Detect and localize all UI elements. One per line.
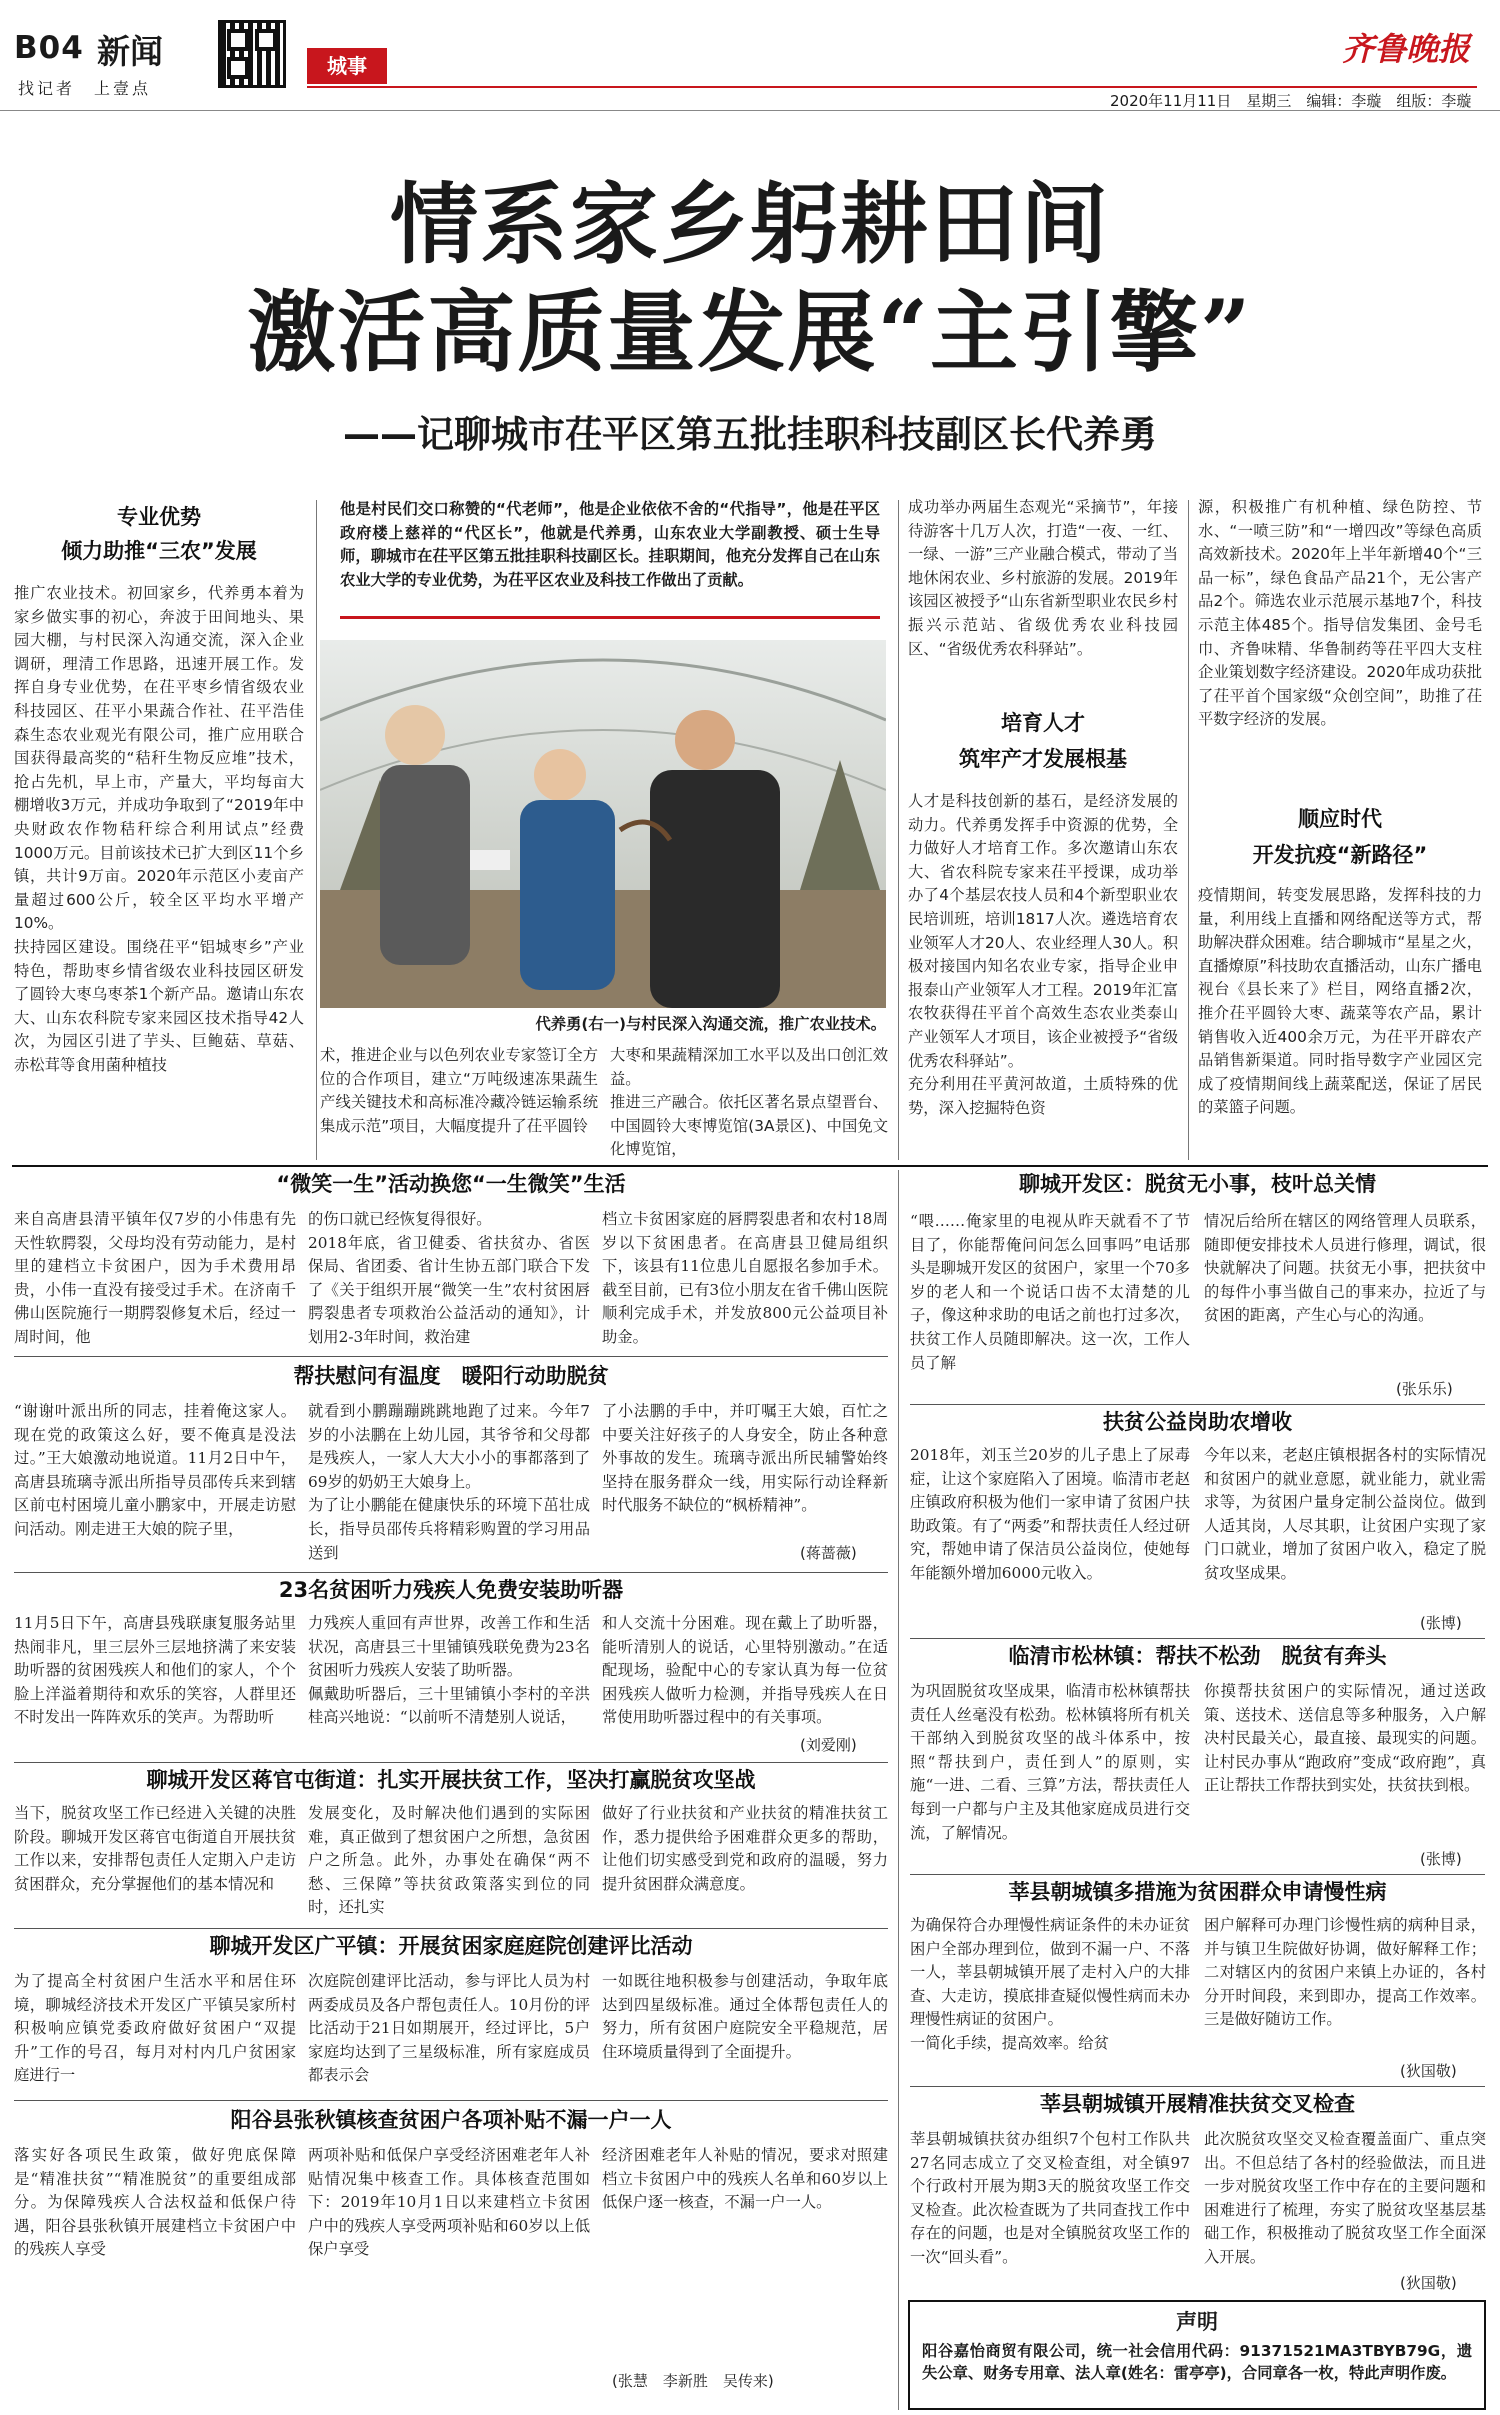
col4-text-bottom: 人才是科技创新的基石，是经济发展的动力。代养勇发挥手中资源的优势，全力做好人才培育工作。多次邀请山东农大、省农科院专家来茌平授课，成功举办了4个基层农技人员和4个新型职业农民培训班，培训1817人次。遴选培育农业领军人才20人、农业经理人30人。积极对接国内知名农业专家，指导企业申报泰山产业领军人才工程。2019年汇富农牧获得茌平首个高效生态农业类泰山产业领军人才项目，该企业被授予“省级优秀农科驿站”。 充分利用茌平黄河故道，土质特殊的优势，深入挖掘特色资 [908, 792, 1178, 1117]
masthead-rule [307, 86, 1477, 88]
col5-subhead-2: 开发抗疫“新路径” [1252, 843, 1428, 867]
col-divider [1188, 500, 1189, 1160]
a2-col2: 就看到小鹏蹦蹦跳跳地跑了过来。今年7岁的小法鹏在上幼儿园，其爷爷和父母都是残疾人，一家人大大小小的事都落到了69岁的奶奶王大娘身上。 为了让小鹏能在健康快乐的环境下茁壮成长，指导员邵传兵将精彩购置的学习用品送到 [308, 1402, 590, 1562]
a4-title: 聊城开发区蒋官屯街道：扎实开展扶贫工作，坚决打赢脱贫攻坚战 [146, 1768, 756, 1792]
rule [14, 1928, 888, 1929]
rule [910, 1874, 1485, 1875]
notice-title: 声明 [1176, 2310, 1218, 2334]
a4-col2: 发展变化，及时解决他们遇到的实际困难，真正做到了想贫困户之所想，急贫困户之所急。此外，办事处在确保“两不愁、三保障”等扶贫政策落实到位的同时，还扎实 [308, 1804, 590, 1917]
r2-col1: 2018年，刘玉兰20岁的儿子患上了尿毒症，让这个家庭陷入了困境。临清市老赵庄镇政府积极为他们一家申请了贫困户扶助政策。有了“两委”和帮扶责任人经过研究，帮她申请了保洁员公益岗位，使她每年能额外增加6000元收入。 [910, 1446, 1190, 1582]
section-name: 新闻 [97, 32, 163, 71]
rule [910, 1404, 1485, 1405]
r3-title: 临清市松林镇：帮扶不松劲 脱贫有奔头 [1008, 1644, 1387, 1668]
r1-col1: “喂……俺家里的电视从昨天就看不了节目了，你能帮俺问问怎么回事吗”电话那头是聊城开发区的贫困户，家里一个70多岁的老人和一个说话口齿不太清楚的儿子，像这种求助的电话之前也打过多次，扶贫工作人员随即解决。这一次，工作人员了解 [910, 1212, 1190, 1372]
headline-line2: 激活高质量发展“主引擎” [247, 280, 1253, 384]
lead-box [330, 498, 890, 622]
r5-col2: 此次脱贫攻坚交叉检查覆盖面广、重点突出。不但总结了各村的经验做法，而且进一步对脱贫攻坚工作中存在的主要问题和困难进行了梳理，夯实了脱贫攻坚基层基础工作，积极推动了脱贫攻坚工作全面深入开展。 [1204, 2130, 1486, 2266]
col1-subhead-1: 专业优势 [117, 505, 201, 529]
col-divider [316, 500, 317, 1160]
rule [14, 2100, 888, 2101]
r5-col1: 莘县朝城镇扶贫办组织7个包村工作队共27名同志成立了交叉检查组，对全镇97个行政村开展为期3天的脱贫攻坚工作交叉检查。此次检查既为了共同查找工作中存在的问题，也是对全镇脱贫攻坚工作的一次“回头看”。 [910, 2130, 1190, 2266]
headline-subtitle: ——记聊城市茌平区第五批挂职科技副区长代养勇 [343, 413, 1157, 456]
col1-subhead-2: 倾力助推“三农”发展 [61, 539, 257, 563]
r4-title: 莘县朝城镇多措施为贫困群众申请慢性病 [1008, 1880, 1387, 1904]
section-tag-text: 城事 [327, 54, 367, 78]
r1-author: (张乐乐) [1396, 1380, 1453, 1398]
a2-title: 帮扶慰问有温度 暖阳行动助脱贫 [293, 1364, 609, 1388]
feature-photo-image [320, 640, 886, 1008]
col5-text-top: 源，积极推广有机种植、绿色防控、节水、“一喷三防”和“一增四改”等绿色高质高效新技术。2020年上半年新增40个“三品一标”，绿色食品产品21个，无公害产品2个。筛选农业示范展示基地7个，科技示范主体485个。指导信发集团、金号毛巾、齐鲁味精、华鲁制药等茌平四大支柱企业策划数字经济建设。2020年成功获批了茌平首个国家级“众创空间”，助推了茌平数字经济的发展。 [1198, 498, 1482, 729]
col5-subhead-1: 顺应时代 [1298, 807, 1382, 831]
lead-underline [340, 616, 880, 619]
a6-col1: 落实好各项民生政策，做好兜底保障是“精准扶贫”“精准脱贫”的重要组成部分。为保障残疾人合法权益和低保户待遇，阳谷县张秋镇开展建档立卡贫困户中的残疾人享受 [14, 2146, 296, 2259]
r4-author: (狄国敬) [1400, 2062, 1457, 2080]
col-divider [898, 500, 899, 1160]
a1-col3: 档立卡贫困家庭的唇腭裂患者和农村18周岁以下贫困患者。在高唐县卫健局组织下，该县有11位患儿自愿报名参加手术。截至目前，已有3位小朋友在省千佛山医院顺利完成手术，并发放800元公益项目补助金。 [602, 1210, 888, 1346]
r5-title: 莘县朝城镇开展精准扶贫交叉检查 [1040, 2092, 1355, 2116]
r5-author: (狄国敬) [1400, 2274, 1457, 2292]
r2-title: 扶贫公益岗助农增收 [1103, 1410, 1292, 1434]
rule [910, 2086, 1485, 2087]
masthead-rule-bottom [0, 110, 1500, 111]
a3-col2: 力残疾人重回有声世界，改善工作和生活状况，高唐县三十里铺镇残联免费为23名贫困听力残疾人安装了助听器。 佩戴助听器后，三十里铺镇小李村的辛洪桂高兴地说：“以前听不清楚别人说话， [308, 1614, 590, 1727]
r1-title: 聊城开发区：脱贫无小事，枝叶总关情 [1019, 1172, 1376, 1196]
paper-logo: 齐鲁晚报 [1342, 30, 1471, 68]
r3-col2: 你摸帮扶贫困户的实际情况，通过送政策、送技术、送信息等多种服务，入户解决村民最关心，最直接、最现实的问题。让村民办事从“跑政府”变成“政府跑”，真正让帮扶工作帮扶到实处，扶贫扶到根。 [1204, 1682, 1486, 1795]
notice-box [908, 2300, 1486, 2410]
r4-col2: 困户解释可办理门诊慢性病的病种目录，并与镇卫生院做好协调，做好解释工作；二对辖区内的贫困户来镇上办证的，各村分开时间段，来到即办，提高工作效率。三是做好随访工作。 [1204, 1916, 1486, 2029]
headline-line1: 情系家乡躬耕田间 [389, 172, 1110, 276]
col4-text-top: 成功举办两届生态观光“采摘节”，年接待游客十几万人次，打造“一夜、一红、一绿、一游”三产业融合模式，带动了当地休闲农业、乡村旅游的发展。2019年该园区被授予“山东省新型职业农民乡村振兴示范站、省级优秀农业科技园区、“省级优秀农科驿站”。 [908, 498, 1178, 658]
a3-col1: 11月5日下午，高唐县残联康复服务站里热闹非凡，里三层外三层地挤满了来安装助听器的贫困残疾人和他们的家人，个个脸上洋溢着期待和欢乐的笑容，人群里还不时发出一阵阵欢乐的笑声。为帮助听 [14, 1614, 296, 1727]
a2-col3: 了小法鹏的手中，并叮嘱王大娘，百忙之中要关注好孩子的人身安全，防止各种意外事故的发生。琉璃寺派出所民辅警始终坚持在服务群众一线，用实际行动诠释新时代服务不缺位的“枫桥精神”。 [602, 1402, 888, 1515]
a4-col1: 当下，脱贫攻坚工作已经进入关键的决胜阶段。聊城开发区蒋官屯街道自开展扶贫工作以来，安排帮包责任人定期入户走访贫困群众，充分掌握他们的基本情况和 [14, 1804, 296, 1893]
a3-author: (刘爱刚) [800, 1736, 857, 1754]
r2-author: (张博) [1420, 1614, 1462, 1632]
masthead [0, 0, 1500, 110]
a5-col1: 为了提高全村贫困户生活水平和居住环境，聊城经济技术开发区广平镇吴家所村积极响应镇党委政府做好贫困户“双提升”工作的号召，每月对村内几户贫困家庭进行一 [14, 1972, 296, 2085]
r2-col2: 今年以来，老赵庄镇根据各村的实际情况和贫困户的就业意愿，就业能力，就业需求等，为贫困户量身定制公益岗位。做到人适其岗，人尽其职，让贫困户实现了家门口就业，增加了贫困户收入，稳定了脱贫攻坚成果。 [1204, 1446, 1486, 1582]
page-number: B04 [14, 30, 84, 66]
r3-col1: 为巩固脱贫攻坚成果，临清市松林镇帮扶责任人丝毫没有松劲。松林镇将所有机关干部纳入到脱贫攻坚的战斗体系中，按照“帮扶到户，责任到人”的原则，实施“一进、二看、三算”方法，帮扶责任人每到一户都与户主及其他家庭成员进行交流，了解情况。 [910, 1682, 1190, 1842]
reporter-line: 找记者 上壹点 [18, 79, 152, 98]
a6-col2: 两项补贴和低保户享受经济困难老年人补贴情况集中核查工作。具体核查范围如下：2019年10月1日以来建档立卡贫困户中的残疾人享受两项补贴和60岁以上低保户享受 [308, 2146, 590, 2259]
a5-col3: 一如既往地积极参与创建活动，争取年底达到四星级标准。通过全体帮包责任人的努力，所有贫困户庭院安全平稳规范，居住环境质量得到了全面提升。 [602, 1972, 888, 2061]
photo-caption: 代养勇(右一)与村民深入沟通交流，推广农业技术。 [535, 1015, 886, 1033]
col2-text: 术，推进企业与以色列农业专家签订全方位的合作项目，建立“万吨级速冻果蔬生产线关键技术和高标准冷藏冷链运输系统集成示范”项目，大幅度提升了茌平圆铃 [320, 1046, 598, 1135]
col3-text: 大枣和果蔬精深加工水平以及出口创汇效益。 推进三产融合。依托区著名景点望晋台、中国圆铃大枣博览馆(3A景区)、中国免文化博览馆， [610, 1046, 888, 1159]
rule [910, 1638, 1485, 1639]
a1-col1: 来自高唐县清平镇年仅7岁的小伟患有先天性软腭裂，父母均没有劳动能力，是村里的建档立卡贫困户，因为手术费用昂贵，小伟一直没有接受过手术。在济南千佛山医院施行一期腭裂修复术后，经过一周时间，他 [14, 1210, 296, 1346]
a2-author: (蒋蔷薇) [800, 1544, 857, 1562]
feature-photo [320, 640, 886, 1008]
a5-title: 聊城开发区广平镇：开展贫困家庭庭院创建评比活动 [209, 1934, 693, 1958]
a3-col3: 和人交流十分困难。现在戴上了助听器，能听清别人的说话，心里特别激动。”在适配现场，验配中心的专家认真为每一位贫困残疾人做听力检测，并指导残疾人在日常使用助听器过程中的有关事项。 [602, 1614, 888, 1727]
briefs-divider [898, 1170, 899, 2410]
col1-text: 推广农业技术。初回家乡，代养勇本着为家乡做实事的初心，奔波于田间地头、果园大棚，与村民深入沟通交流，深入企业调研，理清工作思路，迅速开展工作。发挥自身专业优势，在茌平枣乡情省级农业科技园区、茌平小果蔬合作社、茌平浩佳森生态农业观光有限公司，推广应用联合国获得最高奖的“秸秆生物反应堆”技术，抢占先机，早上市，产量大，平均每亩大棚增收3万元，并成功争取到了“2019年中央财政农作物秸秆综合利用试点”经费1000万元。目前该技术已扩大到区11个乡镇，共计9万亩。2020年示范区小麦亩产量超过600公斤，较全区平均水平增产10%。 扶持园区建设。围绕茌平“铝城枣乡”产业特色，帮助枣乡情省级农业科技园区研发了圆铃大枣乌枣茶1个新产品。邀请山东农大、山东农科院专家来园区技术指导42人次，为园区引进了芋头、巨鲍菇、草菇、赤松茸等食用菌种植技 [14, 584, 304, 1074]
r1-col2: 情况后给所在辖区的网络管理人员联系，随即便安排技术人员进行修理，调试，很快就解决了问题。扶贫无小事，把扶贫中的每件小事当做自己的事来办，拉近了与贫困的距离，产生心与心的沟通。 [1204, 1212, 1486, 1325]
r4-col1: 为确保符合办理慢性病证条件的未办证贫困户全部办理到位，做到不漏一户、不落一人，莘县朝城镇开展了走村入户的大排查、大走访，摸底排查疑似慢性病而未办理慢性病证的贫困户。 一简化手续，提高效率。给贫 [910, 1916, 1190, 2052]
rule [14, 1356, 888, 1357]
a5-col2: 次庭院创建评比活动，参与评比人员为村两委成员及各户帮包责任人。10月份的评比活动于21日如期展开，经过评比，5户家庭均达到了三星级标准，所有家庭成员都表示会 [308, 1972, 590, 2085]
col4-subhead-2: 筑牢产才发展根基 [959, 747, 1127, 771]
lead-text: 他是村民们交口称赞的“代老师”，他是企业依依不舍的“代指导”，他是茌平区政府楼上慈祥的“代区长”，他就是代养勇，山东农业大学副教授、硕士生导师，聊城市在茌平区第五批挂职科技副区长。挂职期间，他充分发挥自己在山东农业大学的专业优势，为茌平区农业及科技工作做出了贡献。 [340, 500, 880, 589]
a1-title: “微笑一生”活动换您“一生微笑”生活 [276, 1172, 626, 1196]
notice-text: 阳谷嘉怡商贸有限公司，统一社会信用代码：91371521MA3TBYB79G，遗失公章、财务专用章、法人章(姓名：雷亭亭)，合同章各一枚，特此声明作废。 [922, 2342, 1472, 2382]
a2-col1: “谢谢叶派出所的同志，挂着俺这家人。现在党的政策这么好，要不俺真是没法过。”王大娘激动地说道。11月2日中午，高唐县琉璃寺派出所指导员邵传兵来到辖区前屯村困境儿童小鹏家中，开展走访慰问活动。刚走进王大娘的院子里， [14, 1402, 296, 1538]
feature-bottom-rule [12, 1165, 1488, 1167]
r3-author: (张博) [1420, 1850, 1462, 1868]
section-tag [307, 48, 387, 84]
col5-text-bottom: 疫情期间，转变发展思路，发挥科技的力量，利用线上直播和网络配送等方式，帮助解决群众困难。结合聊城市“星星之火，直播燎原”科技助农直播活动，山东广播电视台《县长来了》栏目，网络直播2次，推介茌平圆铃大枣、蔬菜等农产品，累计销售收入近400余万元，为茌平开辟农产品销售新渠道。同时指导数字产业园区完成了疫情期间线上蔬菜配送，保证了居民的菜篮子问题。 [1198, 886, 1482, 1117]
date-line: 2020年11月11日 星期三 编辑：李璇 组版：李璇 [1110, 92, 1472, 110]
rule [14, 1572, 888, 1573]
a6-title: 阳谷县张秋镇核查贫困户各项补贴不漏一户一人 [230, 2108, 672, 2132]
a6-author: (张慧 李新胜 吴传来) [612, 2372, 774, 2390]
a3-title: 23名贫困听力残疾人免费安装助听器 [278, 1578, 624, 1602]
col4-subhead-1: 培育人才 [1001, 711, 1085, 735]
rule [14, 1762, 888, 1763]
qr-code [218, 20, 286, 88]
a1-col2: 的伤口就已经恢复得很好。 2018年底，省卫健委、省扶贫办、省医保局、省团委、省计生协五部门联合下发了《关于组织开展“微笑一生”农村贫困唇腭裂患者专项救治公益活动的通知》，计划用2-3年时间，救治建 [308, 1210, 590, 1346]
a4-col3: 做好了行业扶贫和产业扶贫的精准扶贫工作，悉力提供给予困难群众更多的帮助，让他们切实感受到党和政府的温暖，努力提升贫困群众满意度。 [602, 1804, 888, 1893]
a6-col3: 经济困难老年人补贴的情况，要求对照建档立卡贫困户中的残疾人名单和60岁以上低保户逐一核查，不漏一户一人。 [602, 2146, 888, 2212]
